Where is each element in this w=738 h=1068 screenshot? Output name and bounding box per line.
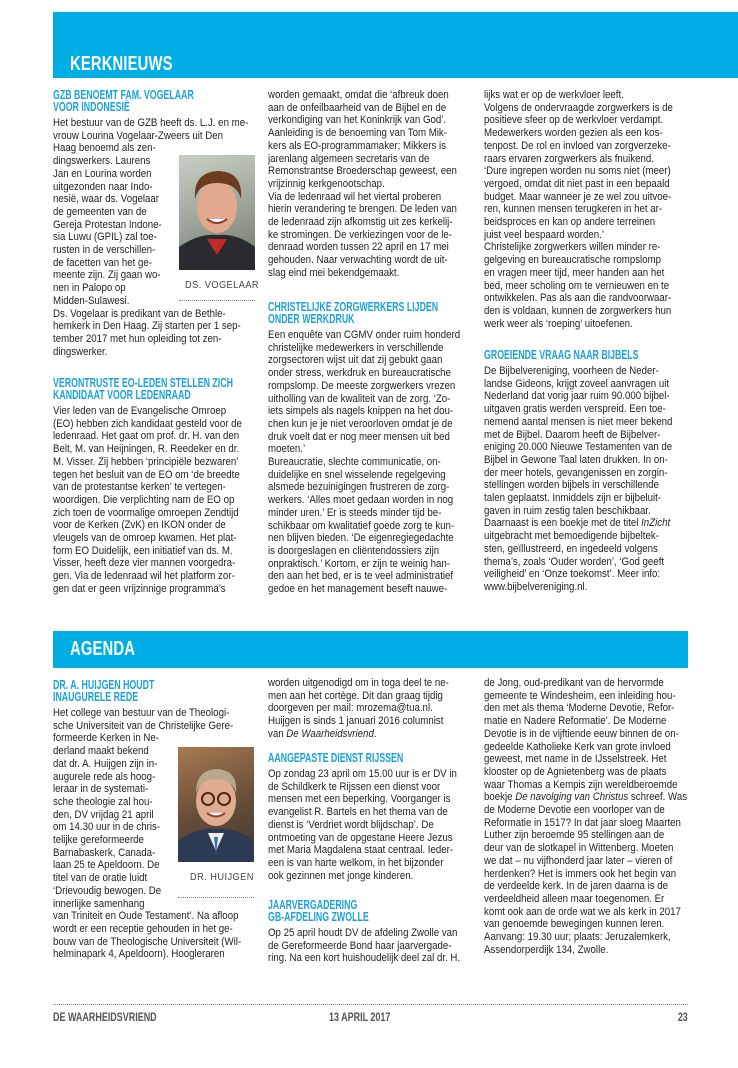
text-line: sche Universiteit van de Christelijke Gere-: [53, 719, 234, 732]
text-line: de Jong, oud-predikant van de hervormde: [484, 677, 664, 689]
text-line: laan 25 te Apeldoorn. De: [53, 859, 160, 872]
text-line: matie en Nadere Reformatie’. De Moderne: [484, 715, 667, 728]
text-line: de Moderne Devotie een voorloper van de: [484, 804, 665, 817]
text-line: waar Thomas a Kempis zijn wereldberoemde: [484, 778, 678, 791]
text-line: dat dr. A. Huijgen zijn in-: [53, 757, 158, 770]
text-line: den met als thema ‘Moderne Devotie, Refor-: [484, 702, 675, 715]
text-line: worden uitgenodigd om in toga deel te ne-: [268, 677, 449, 689]
text-line: Haag benoemd als zen-: [53, 142, 156, 155]
text-line: Luther zijn beroemde 95 stellingen aan de: [484, 829, 665, 842]
text-line: ledenraad. Het gaat om prof. dr. H. van den: [53, 430, 240, 443]
text-line: doorgeven per mail: mrozema@tua.nl.: [268, 702, 433, 715]
text-line: www.bijbelvereniging.nl.: [484, 580, 588, 593]
text-line: talen geplaatst. Inmiddels zijn er bijbeluit-: [484, 492, 662, 505]
text-line: kers als EO-programmamaker; Mikkers is: [268, 139, 447, 152]
text-line: werk weer als ‘roeping’ uitoefenen.: [484, 317, 633, 330]
italic-title: De Waarheidsvriend: [286, 727, 374, 740]
article-huijgen-continued: [268, 677, 473, 741]
text-line: formeerde Kerken in Ne-: [53, 732, 159, 745]
text-line: woordigen. Die verplichting nam de EO op: [53, 493, 235, 506]
text-line: ook gezinnen met jonge kinderen.: [268, 869, 414, 882]
text-line: Het college van bestuur van de Theologi-: [53, 707, 230, 719]
text-line: vleugels van de omroep kwamen. Het plat-: [53, 532, 237, 545]
text-line: met Maria Magdalena staat centraal. Ieder-: [268, 844, 454, 857]
article-eo-ledenraad-continued: [268, 89, 473, 280]
text-line: uitgaven gratis werden verspreid. Een toe-: [484, 403, 666, 416]
text-line: christelijke medewerkers in verschillende: [268, 341, 444, 354]
article-jaarvergadering-zwolle-continued: [484, 677, 689, 956]
article-heading: [53, 89, 258, 113]
photo-caption: DS. VOGELAAR: [185, 280, 260, 291]
text-line: Aanvang: 19.30 uur; plaats: Jeruzalemkerk,: [484, 931, 671, 944]
text-line: uitholling van de kwaliteit van de zorg. ‘Zo-: [268, 392, 451, 405]
text-line: eniging 20.000 Nieuwe Testamenten van de: [484, 441, 673, 454]
text-line: ren, kunnen mensen terugkeren in het ar-: [484, 203, 663, 216]
heading-line: GROEIENDE VRAAG NAAR BIJBELS: [484, 348, 639, 362]
kerknieuws-banner: [53, 12, 738, 78]
text-line: ke stromingen. De verkiezingen voor de le-: [268, 228, 453, 241]
text-line: Ds. Vogelaar is predikant van de Bethle-: [53, 307, 226, 320]
text-line: hierin verandering te brengen. De leden van: [268, 203, 457, 216]
text-line: men aan het cortège. Dit dan graag tijdig: [268, 689, 443, 702]
text-line: helminapark 4, Apeldoorn). Hoogleraren: [53, 948, 225, 961]
text-line: nemend aantal mensen is niet meer bekend: [484, 415, 673, 428]
text-line: schikbaar om kwalitatief goede zorg te kun-: [268, 519, 455, 532]
text-line: onder stress, werkdruk en bureaucratische: [268, 367, 451, 380]
text-line: de facetten van het ge-: [53, 256, 153, 269]
text-line: Medewerkers worden gezien als een kos-: [484, 127, 663, 140]
text-line: iets simpels als nagels knippen na het dou-: [268, 405, 454, 418]
text-line: gelgeving en bureaucratische rompslomp: [484, 254, 662, 267]
text-line: landse Gideons, krijgt zoveel aanvragen uit: [484, 377, 670, 390]
text-line: [484, 517, 689, 530]
text-line: werkers. ‘Alles moet gedaan worden in nog: [268, 494, 454, 507]
text-line: thema’s, zoals ‘Ouder worden’, ‘God geeft: [484, 555, 665, 568]
article-heading: [268, 752, 473, 764]
text-line: dienst is ‘Verdriet wordt blijdschap’. De: [268, 818, 434, 831]
text-line: Devotie is in de vijftiende eeuw binnen de on-: [484, 727, 679, 740]
text-line: Midden-Sulawesi.: [53, 294, 130, 307]
article-jaarvergadering-zwolle: [268, 899, 473, 965]
text-line: vergoed, omdat dit niet past in een bepaald: [484, 177, 670, 190]
italic-title: InZicht: [641, 517, 671, 530]
footer-page-number: 23: [678, 1012, 688, 1024]
text-line: Bijbel in Gewone Taal laten drukken. In on-: [484, 453, 668, 466]
text-line: vrouw Lourina Vogelaar-Zweers uit Den: [53, 129, 224, 142]
text-line: bouw van de Theologische Universiteit (Wil-: [53, 935, 242, 948]
text-line: Visser, heeft deze vier mannen voorgedra-: [53, 557, 236, 570]
text-line: hemkerk in Den Haag. Zij starten per 1 sep-: [53, 320, 241, 333]
text-line: jarenlang algemeen secretaris van de: [268, 152, 430, 165]
text-line: juist veel bespaard worden.’: [484, 228, 604, 241]
text-line: innerlijke samenhang: [53, 897, 145, 910]
text-line: druk voelt dat er nog meer mensen uit bed: [268, 430, 450, 443]
text-line: dingswerker.: [53, 345, 108, 358]
text-line: rompslomp. De meeste zorgwerkers vrezen: [268, 379, 456, 392]
text-segment: boekje: [484, 791, 516, 804]
text-line: Barnabaskerk, Canada-: [53, 846, 156, 859]
heading-line: VOOR INDONESIË: [53, 100, 130, 114]
text-line: de gemeenten van de: [53, 205, 147, 218]
text-line: de verdeelde kerk. In de jaren daarna is de: [484, 880, 669, 893]
text-line: M. Visser. Zij hebben ‘principiële bezwaren’: [53, 455, 239, 468]
text-line: nen blijven bieden. ‘De eigenregiegedachte: [268, 532, 454, 545]
text-line: gen. Via de ledenraad wil het platform zor-: [53, 570, 235, 583]
text-segment: Daarnaast is een boekje met de titel: [484, 517, 642, 530]
portrait-image: [179, 155, 255, 270]
heading-line: GZB BENOEMT FAM. VOGELAAR: [53, 88, 194, 102]
text-line: wordt er een receptie gehouden in het ge-: [53, 922, 233, 935]
text-line: uitgebracht met bemoedigende bijbeltek-: [484, 530, 659, 543]
text-line: de ledenraad zijn afkomstig uit zes kerkelij-: [268, 216, 453, 229]
text-line: van genoemde bewegingen kunnen leren.: [484, 918, 665, 931]
text-line: Op 25 april houdt DV de afdeling Zwolle van: [268, 927, 458, 939]
text-line: van Triniteit en Oude Testament’. Na afloop: [53, 910, 239, 923]
text-line: form EO Duidelijk, een initiatief van ds. M.: [53, 544, 233, 557]
article-zorgwerkers: [268, 301, 473, 596]
text-line: chen kun je je niet veroorloven omdat je de: [268, 417, 453, 430]
article-heading: [268, 301, 473, 325]
article-zorgwerkers-continued: [484, 89, 689, 330]
text-segment: .: [373, 727, 377, 740]
text-line: zorgsectoren wijst uit dat zij gebukt gaan: [268, 354, 443, 367]
text-line: met de Bijbel. Daarom heeft de Bijbelver-: [484, 428, 661, 441]
text-line: Christelijke zorgwerkers willen minder re-: [484, 241, 661, 254]
caption-divider: [179, 300, 255, 301]
heading-line: KANDIDAAT VOOR LEDENRAAD: [53, 388, 191, 402]
text-line: worden gemaakt, omdat die ‘afbreuk doen: [268, 89, 449, 101]
text-line: ontwikkelen. Pas als aan die randvoorwaar-: [484, 292, 672, 305]
text-line: lijks wat er op de werkvloer leeft.: [484, 89, 624, 101]
article-dienst-rijssen: [268, 752, 473, 882]
text-line: moeten.’: [268, 443, 306, 456]
text-line: der meer hotels, gevangenissen en zorgin-: [484, 466, 668, 479]
text-line: Via de ledenraad wil het viertal proberen: [268, 190, 442, 203]
text-line: de Gereformeerde Bond haar jaarvergade-: [268, 939, 452, 952]
photo-caption: DR. HUIJGEN: [190, 872, 254, 883]
article-eo-ledenraad: [53, 377, 258, 596]
text-line: van de protestantse kerken’ te vertegen-: [53, 481, 226, 494]
text-line: sche theologie zal hou-: [53, 795, 153, 808]
text-line: Volgens de ondervraagde zorgwerkers is de: [484, 101, 673, 114]
text-line: denraad worden tussen 22 april en 17 mei: [268, 241, 449, 254]
text-line: Assendorperdijk 134, Zwolle.: [484, 943, 609, 956]
text-line: evangelist R. Bartels en het thema van de: [268, 806, 448, 819]
heading-line: CHRISTELIJKE ZORGWERKERS LIJDEN: [268, 300, 439, 314]
heading-line: ONDER WERKDRUK: [268, 312, 355, 326]
text-line: dingswerkers. Laurens: [53, 155, 151, 168]
text-line: ring. Na een kort huishoudelijk deel zal dr. H.: [268, 952, 461, 965]
text-line: nen in Palopo op: [53, 282, 126, 295]
text-segment: van: [268, 727, 287, 740]
text-line: komt ook aan de orde wat we als kerk in 2017: [484, 905, 681, 918]
text-line: gedeelde Katholieke Kerk van grote invloed: [484, 740, 671, 753]
text-line: [484, 791, 689, 804]
heading-line: GB-AFDELING ZWOLLE: [268, 910, 369, 924]
footer-divider: [53, 1004, 688, 1005]
text-line: beidsproces en kan op andere terreinen: [484, 216, 656, 229]
article-heading: [53, 377, 258, 401]
text-line: deur van de slotkapel in Wittenberg. Moeten: [484, 842, 674, 855]
text-line: om 14.30 uur in de chris-: [53, 821, 161, 834]
text-line: Op zondag 23 april om 15.00 uur is er DV in: [268, 768, 457, 780]
agenda-banner: [53, 631, 688, 668]
text-line: Nederland dat vorig jaar ruim 90.000 bijbel-: [484, 390, 670, 403]
text-line: voor de Kerken (ZvK) en IKON onder de: [53, 519, 226, 532]
text-line: raars ervaren zorgwerkers als fnuikend.: [484, 152, 655, 165]
text-line: veiligheid’ en ‘Onze toekomst’. Meer info:: [484, 568, 661, 581]
text-line: budget. Maar wanneer je ze wel zou uitvoe-: [484, 190, 672, 203]
article-heading: [484, 349, 689, 361]
text-line: Aanleiding is de benoeming van Tom Mik-: [268, 127, 448, 140]
heading-line: JAARVERGADERING: [268, 898, 358, 912]
heading-line: AANGEPASTE DIENST RIJSSEN: [268, 751, 404, 765]
heading-line: VERONTRUSTE EO-LEDEN STELLEN ZICH: [53, 376, 233, 390]
text-line: Bureaucratie, slechte communicatie, on-: [268, 456, 441, 469]
text-line: titel van de oratie luidt: [53, 872, 148, 885]
heading-line: INAUGURELE REDE: [53, 690, 139, 704]
text-line: is doorgeslagen en cliëntendossiers zijn: [268, 544, 440, 557]
section-title: KERKNIEUWS: [70, 53, 173, 75]
text-line: den is voldaan, kunnen de zorgwerkers hun: [484, 304, 672, 317]
article-heading: [53, 679, 258, 703]
text-line: uitgezonden naar Indo-: [53, 180, 153, 193]
text-line: rusten in de verschillen-: [53, 244, 156, 257]
text-segment: schreef. Was: [628, 791, 688, 804]
photo-ds-vogelaar: [179, 155, 255, 270]
footer-publication: DE WAARHEIDSVRIEND: [53, 1012, 157, 1024]
text-line: gehouden. Naar verwachting wordt de uit-: [268, 254, 448, 267]
article-bijbels: [484, 349, 689, 594]
text-line: de Schildkerk te Rijssen een dienst voor: [268, 780, 441, 793]
text-line: klooster op de Agnietenberg was de plaats: [484, 765, 667, 778]
text-line: minder uren.’ Er is steeds minder tijd be-: [268, 506, 442, 519]
text-line: alsmede bezuinigingen frustreren de zorg-: [268, 481, 450, 494]
text-line: augurele rede als hoog-: [53, 770, 156, 783]
text-line: gedoe en het management beseft nauwe-: [268, 583, 448, 596]
text-line: nesië, waar ds. Vogelaar: [53, 193, 160, 206]
text-line: Huijgen is sinds 1 januari 2016 columnist: [268, 715, 444, 728]
text-line: aan de onfeilbaarheid van de Bijbel en de: [268, 101, 447, 114]
text-line: we dat – nu vijfhonderd jaar later – vieren of: [484, 854, 673, 867]
text-line: den, DV vrijdag 21 april: [53, 808, 154, 821]
text-line: ontmoeting van de opgestane Heere Jezus: [268, 831, 453, 844]
text-line: Het bestuur van de GZB heeft ds. L.J. en me-: [53, 117, 249, 129]
text-line: duidelijke en snel wisselende regelgeving: [268, 468, 446, 481]
text-line: Reformatie in 1517? In dat jaar sloeg Maarten: [484, 816, 681, 829]
text-line: ‘Dure ingrepen worden nu soms niet (meer): [484, 165, 671, 178]
text-line: Een enquête van CGMV onder ruim honderd: [268, 329, 461, 341]
text-line: Belt, M. van Heijningen, R. Reedeker en dr.: [53, 443, 240, 456]
photo-dr-huijgen: [178, 747, 254, 862]
text-line: tenpost. De rol en invloed van zorgverzeke-: [484, 139, 671, 152]
text-line: (EO) hebben zich kandidaat gesteld voor de: [53, 417, 242, 430]
footer-date: 13 APRIL 2017: [329, 1012, 391, 1024]
text-line: geweest, met name in de IJsselstreek. Het: [484, 753, 667, 766]
text-line: tegen het besluit van de EO om ‘de breedte: [53, 468, 240, 481]
article-heading: [268, 899, 473, 923]
text-line: tember 2017 met hun opleiding tot zen-: [53, 332, 222, 345]
text-line: onpraktisch.’ Kortom, er zijn te weinig han-: [268, 557, 451, 570]
text-line: gaven in ruim zestig talen beschikbaar.: [484, 504, 651, 517]
caption-divider: [178, 897, 254, 898]
text-line: zich toen de voormalige omroepen Zendtijd: [53, 506, 239, 519]
text-line: gemeente te Windesheim, een inleiding hou-: [484, 689, 676, 702]
text-line: gen dat er geen vrijzinnige programma’s: [53, 582, 226, 595]
text-line: derland maakt bekend: [53, 745, 149, 758]
text-line: een is van harte welkom, in het bijzonder: [268, 856, 444, 869]
text-line: sten, geïllustreerd, en ingedeeld volgens: [484, 542, 658, 555]
italic-title: De navolging van Christus: [515, 791, 629, 804]
text-line: Gereja Protestan Indone-: [53, 218, 162, 231]
text-line: Jan en Lourina worden: [53, 167, 152, 180]
heading-line: DR. A. HUIJGEN HOUDT: [53, 678, 155, 692]
section-title: AGENDA: [70, 638, 136, 660]
portrait-image: [178, 747, 254, 862]
text-line: herdenken? Het is immers ook het begin van: [484, 867, 677, 880]
text-line: bed, meer scholing om te vernieuwen en te: [484, 279, 670, 292]
text-line: mensen met een beperking. Voorganger is: [268, 793, 451, 806]
text-line: De Bijbelvereniging, voorheen de Neder-: [484, 365, 659, 377]
text-line: stellingen worden bijbels in verschillende: [484, 479, 659, 492]
text-line: [268, 728, 473, 741]
text-line: leraar in de systemati-: [53, 783, 149, 796]
text-line: meente zijn. Zij gaan wo-: [53, 269, 161, 282]
text-line: Vier leden van de Evangelische Omroep: [53, 405, 227, 417]
text-line: verkondiging van het Koninkrijk van God’.: [268, 114, 447, 127]
text-line: vrijzinnig kerkgenootschap.: [268, 177, 385, 190]
text-line: telijke gereformeerde: [53, 834, 144, 847]
text-line: den aan het bed, er is te veel administratief: [268, 570, 454, 583]
text-line: Remonstrantse Broederschap geweest, een: [268, 165, 457, 178]
text-line: positieve sfeer op de werkvloer verdampt.: [484, 114, 664, 127]
text-line: verdeeldheid alleen maar toegenomen. Er: [484, 892, 665, 905]
text-line: sia Luwu (GPIL) zal toe-: [53, 231, 157, 244]
text-line: en vragen meer tijd, meer handen aan het: [484, 266, 665, 279]
text-line: ‘Drievoudig bewogen. De: [53, 884, 162, 897]
text-line: slag eind mei bekendgemaakt.: [268, 266, 400, 279]
